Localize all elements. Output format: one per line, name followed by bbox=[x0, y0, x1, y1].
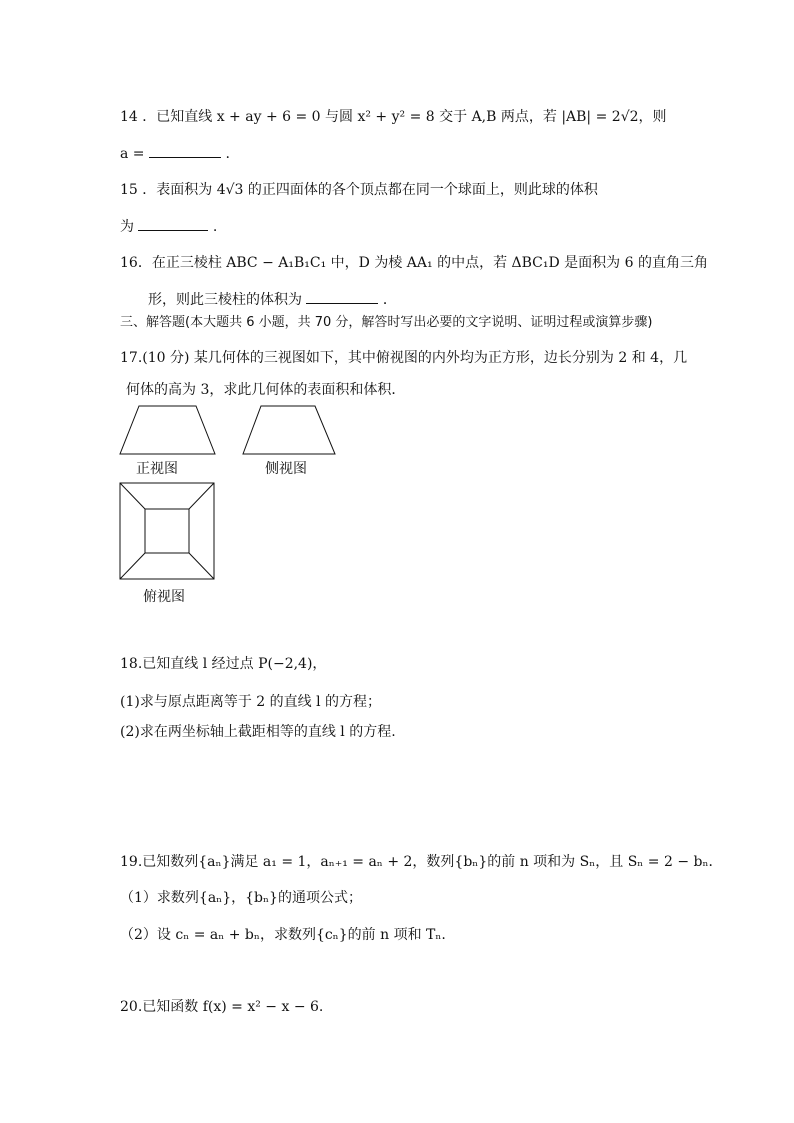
q16-line1: 16．在正三棱柱 ABC − A₁B₁C₁ 中，D 为棱 AA₁ 的中点，若 ΔBC₁D 是面积为 6 的直角三角 bbox=[120, 255, 708, 271]
q15-answer-prefix: 为 bbox=[120, 219, 134, 235]
q14-answer-suffix: . bbox=[225, 146, 230, 162]
q18-sub2: (2)求在两坐标轴上截距相等的直线 l 的方程. bbox=[120, 724, 396, 740]
q16-answer-suffix: ． bbox=[382, 292, 397, 308]
q14-line2 bbox=[120, 143, 230, 164]
q17-line2: 何体的高为 3，求此几何体的表面积和体积． bbox=[126, 382, 406, 398]
side-view-trapezoid bbox=[241, 404, 337, 456]
q15-answer-blank[interactable] bbox=[138, 216, 208, 231]
q14-answer-prefix: a = bbox=[120, 146, 145, 162]
q15-line1: 15 ．表面积为 4√3 的正四面体的各个顶点都在同一个球面上，则此球的体积 bbox=[120, 182, 598, 198]
q19-sub2: （2）设 cₙ = aₙ + bₙ，求数列{cₙ}的前 n 项和 Tₙ. bbox=[120, 927, 446, 943]
top-view-label: 俯视图 bbox=[143, 589, 185, 605]
q17-line1: 17.(10 分) 某几何体的三视图如下，其中俯视图的内外均为正方形，边长分别为 2 和 4，几 bbox=[120, 350, 688, 366]
q16-answer-prefix: 形，则此三棱柱的体积为 bbox=[148, 292, 302, 308]
side-view-label: 侧视图 bbox=[265, 461, 307, 477]
q18-sub1: (1)求与原点距离等于 2 的直线 l 的方程； bbox=[120, 694, 382, 710]
front-view-trapezoid bbox=[118, 404, 218, 456]
q16-answer-blank[interactable] bbox=[306, 289, 378, 304]
section-heading: 三、解答题(本大题共 6 小题，共 70 分，解答时写出必要的文字说明、证明过程或演算步骤) bbox=[120, 315, 653, 330]
q20-line1: 20.已知函数 f(x) = x² − x − 6. bbox=[120, 999, 324, 1015]
q15-line2 bbox=[120, 216, 217, 237]
q18-line1: 18.已知直线 l 经过点 P(−2,4)， bbox=[120, 656, 327, 672]
q19-line1: 19.已知数列{aₙ}满足 a₁ = 1，aₙ₊₁ = aₙ + 2，数列{bₙ}的前 n 项和为 Sₙ，且 Sₙ = 2 − bₙ． bbox=[120, 854, 723, 870]
q15-answer-suffix: . bbox=[212, 219, 218, 235]
front-view-label: 正视图 bbox=[136, 461, 178, 477]
q16-line2 bbox=[148, 289, 397, 310]
top-view-squares bbox=[119, 482, 217, 582]
q14-line1: 14 ．已知直线 x + ay + 6 = 0 与圆 x² + y² = 8 交于 A,B 两点，若 |AB| = 2√2，则 bbox=[120, 109, 667, 125]
q19-sub1: （1）求数列{aₙ}，{bₙ}的通项公式； bbox=[120, 890, 362, 906]
q14-answer-blank[interactable] bbox=[149, 143, 221, 158]
